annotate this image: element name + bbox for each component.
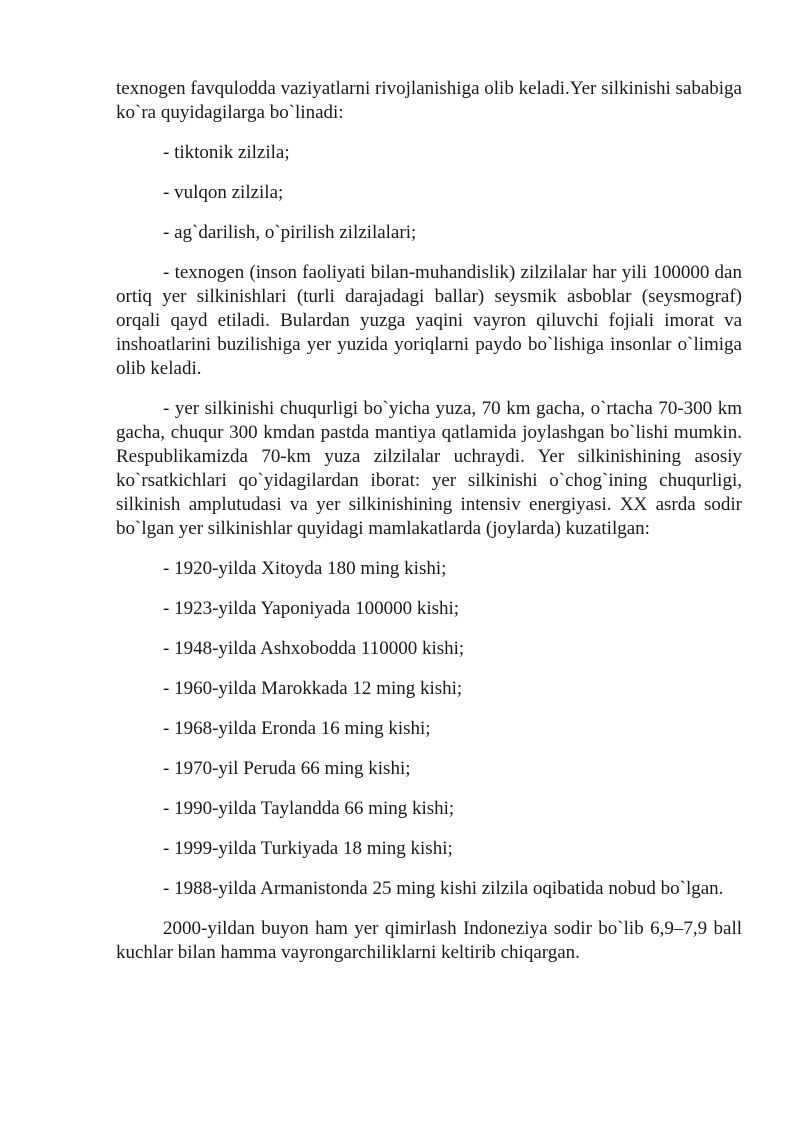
list-item: - 1948-yilda Ashxobodda 110000 kishi; [163, 638, 465, 659]
depth-paragraph: - yer silkinishi chuqurligi bo`yicha yuza, 70 km gacha, o`rtacha 70-300 km gacha, chuqur 300 kmdan pastda mantiya qatlamida joylashgan bo`lishi mumkin. Respublikamizda 70-km yuza zilzilalar uchraydi. Yer silkinishining asosiy ko`rsatkichlari qo`yidagilardan iborat: yer silkinishi o`chog`ining chuqurligi, silkinish amplutudasi va yer silkinishining intensiv energiyasi. XX asrda sodir bo`lgan yer silkinishlar quyidagi mamlakatlarda (joylarda) kuzatilgan: [116, 398, 742, 539]
list-item: - vulqon zilzila; [163, 182, 284, 203]
since-2000-paragraph: 2000-yildan buyon ham yer qimirlash Indoneziya sodir bo`lib 6,9–7,9 ball kuchlar bilan hamma vayrongarchiliklarni keltirib chiqargan. [116, 918, 742, 963]
list-item: - 1970-yil Peruda 66 ming kishi; [163, 758, 411, 779]
list-item: - 1990-yilda Taylandda 66 ming kishi; [163, 798, 455, 819]
list-item: - tiktonik zilzila; [163, 142, 290, 163]
list-item: - 1920-yilda Xitoyda 180 ming kishi; [163, 558, 447, 579]
list-item: - 1968-yilda Eronda 16 ming kishi; [163, 718, 431, 739]
technogenic-paragraph: - texnogen (inson faoliyati bilan-muhandislik) zilzilalar har yili 100000 dan ortiq yer silkinishlari (turli darajadagi ballar) seysmik asboblar (seysmograf) orqali qayd etiladi. Bulardan yuzga yaqini vayron qiluvchi fojiali imorat va inshoatlarini buzilishiga yer yuzida yoriqlarni paydo bo`lishiga insonlar o`limiga olib keladi. [116, 262, 742, 379]
list-item: - 1999-yilda Turkiyada 18 ming kishi; [163, 838, 453, 859]
armenia-paragraph: - 1988-yilda Armanistonda 25 ming kishi zilzila oqibatida nobud bo`lgan. [163, 878, 724, 899]
list-item: - ag`darilish, o`pirilish zilzilalari; [163, 222, 417, 243]
list-item: - 1923-yilda Yaponiyada 100000 kishi; [163, 598, 460, 619]
list-item: - 1960-yilda Marokkada 12 ming kishi; [163, 678, 463, 699]
document-page [116, 77, 742, 981]
intro-paragraph: texnogen favqulodda vaziyatlarni rivojlanishiga olib keladi.Yer silkinishi sababiga ko`ra quyidagilarga bo`linadi: [116, 78, 742, 123]
